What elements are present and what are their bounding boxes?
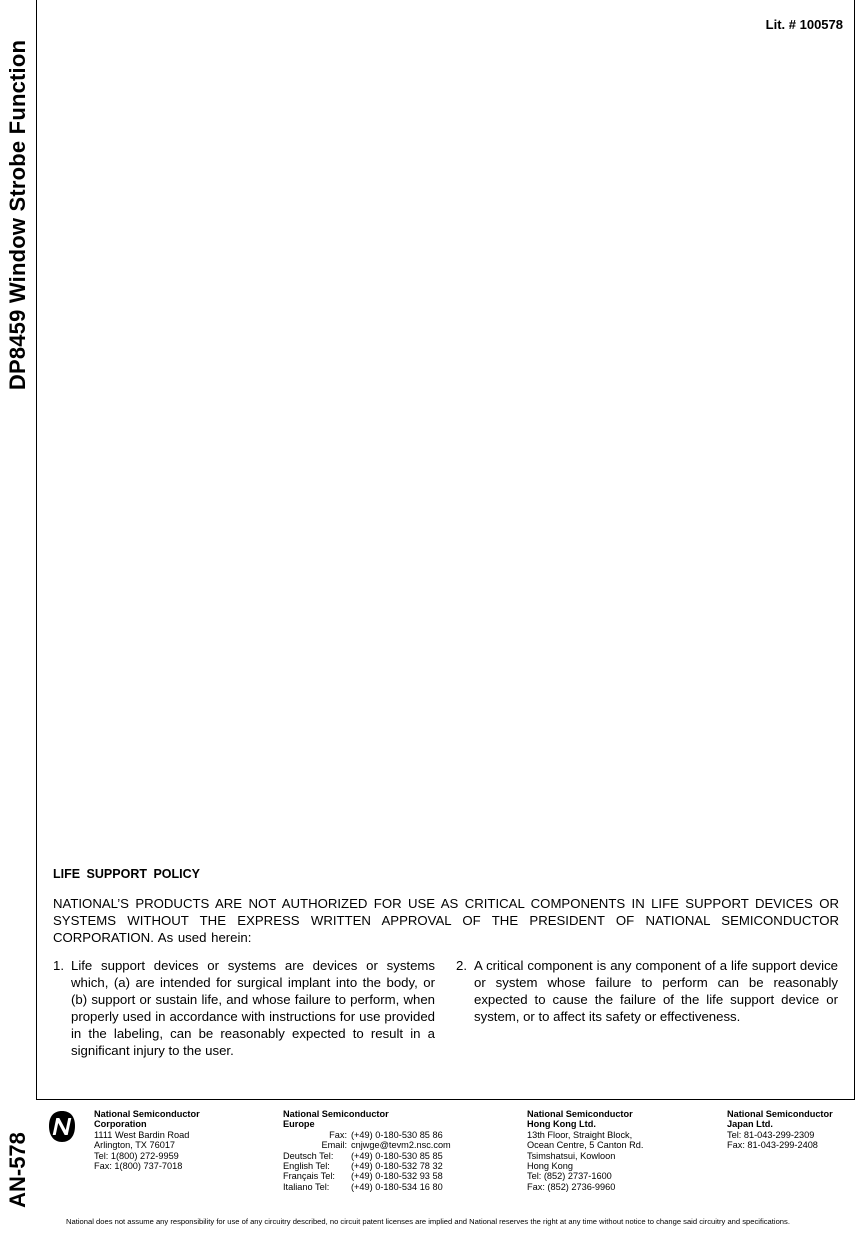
policy-item-1-text: Life support devices or systems are devices or systems which, (a) are intended for surgical implant into the body, or (b) support or sustain life, and whose failure to perform, when properly used in accordance with instructions for use provided in the labeling, can be reasonably expected to result in a significant injury to the user.	[71, 958, 435, 1058]
address-hk-line: Tsimshatsui, Kowloon	[527, 1150, 616, 1161]
policy-item-2	[456, 957, 838, 1025]
address-japan-line: National Semiconductor	[727, 1109, 833, 1119]
address-japan-line: Fax: 81-043-299-2408	[727, 1140, 818, 1151]
address-japan-line: Tel: 81-043-299-2309	[727, 1129, 815, 1140]
europe-english-label: English Tel:	[283, 1161, 330, 1172]
address-hong-kong	[527, 1109, 643, 1192]
policy-item-2-text: A critical component is any component of a life support device or system whose failure to perform can be reasonably expected to cause the failure of the life support device or system, or to affect its safety or effectiveness.	[474, 958, 838, 1024]
europe-francais-label: Français Tel:	[283, 1171, 335, 1182]
policy-item-1-number: 1.	[53, 958, 64, 973]
europe-email-value: cnjwge@tevm2.nsc.com	[351, 1140, 451, 1151]
europe-francais-value: (+49) 0-180-532 93 58	[351, 1171, 443, 1182]
side-title-text: DP8459 Window Strobe Function	[5, 39, 30, 391]
policy-item-2-number: 2.	[456, 958, 467, 973]
side-app-note-code-text: AN-578	[5, 1131, 30, 1208]
literature-number: Lit. # 100578	[765, 17, 843, 32]
europe-deutsch-label: Deutsch Tel:	[283, 1150, 334, 1161]
national-semiconductor-logo-icon	[48, 1110, 76, 1143]
europe-fax-row	[283, 1130, 451, 1140]
policy-items	[53, 957, 839, 1087]
europe-fax-label: Fax:	[329, 1129, 347, 1140]
address-us-line: Corporation	[94, 1119, 147, 1130]
side-title	[1, 0, 35, 430]
address-europe-line: Europe	[283, 1119, 315, 1130]
address-hk-line: National Semiconductor	[527, 1109, 633, 1119]
europe-email-row	[283, 1140, 451, 1150]
policy-intro: NATIONAL’S PRODUCTS ARE NOT AUTHORIZED FOR USE AS CRITICAL COMPONENTS IN LIFE SUPPORT DEVICES OR SYSTEMS WITHOUT THE EXPRESS WRITTEN APPROVAL OF THE PRESIDENT OF NATIONAL SEMICONDUCTOR CORPORATION. As used herein:	[53, 896, 839, 945]
address-us-line: 1111 West Bardin Road	[94, 1129, 190, 1140]
address-europe-line: National Semiconductor	[283, 1109, 389, 1119]
europe-english-value: (+49) 0-180-532 78 32	[351, 1161, 443, 1172]
europe-fax-value: (+49) 0-180-530 85 86	[351, 1129, 443, 1140]
policy-heading: LIFE SUPPORT POLICY	[53, 867, 200, 881]
europe-english-row	[283, 1161, 451, 1171]
address-japan-line: Japan Ltd.	[727, 1119, 773, 1130]
address-us-line: National Semiconductor	[94, 1109, 200, 1119]
address-japan	[727, 1109, 833, 1151]
address-hk-line: 13th Floor, Straight Block,	[527, 1129, 633, 1140]
europe-deutsch-row	[283, 1151, 451, 1161]
address-hk-line: Ocean Centre, 5 Canton Rd.	[527, 1140, 644, 1151]
address-us	[94, 1109, 200, 1171]
address-us-line: Fax: 1(800) 737-7018	[94, 1161, 183, 1172]
address-hk-line: Fax: (852) 2736-9960	[527, 1181, 616, 1192]
address-europe	[283, 1109, 451, 1192]
europe-email-label: Email:	[321, 1140, 347, 1151]
footer-disclaimer: National does not assume any responsibility for use of any circuitry described, no circuit patent licenses are implied and National reserves the right at any time without notice to change said circuitry and specifications.	[66, 1217, 790, 1226]
address-us-line: Arlington, TX 76017	[94, 1140, 176, 1151]
europe-italiano-row	[283, 1182, 451, 1192]
address-hk-line: Hong Kong Ltd.	[527, 1119, 596, 1130]
europe-italiano-value: (+49) 0-180-534 16 80	[351, 1181, 443, 1192]
address-hk-line: Hong Kong	[527, 1161, 573, 1172]
address-us-line: Tel: 1(800) 272-9959	[94, 1150, 179, 1161]
life-support-policy	[53, 866, 839, 1087]
policy-item-1	[53, 957, 435, 1059]
europe-italiano-label: Italiano Tel:	[283, 1181, 330, 1192]
address-hk-line: Tel: (852) 2737-1600	[527, 1171, 612, 1182]
europe-francais-row	[283, 1171, 451, 1181]
europe-deutsch-value: (+49) 0-180-530 85 85	[351, 1150, 443, 1161]
